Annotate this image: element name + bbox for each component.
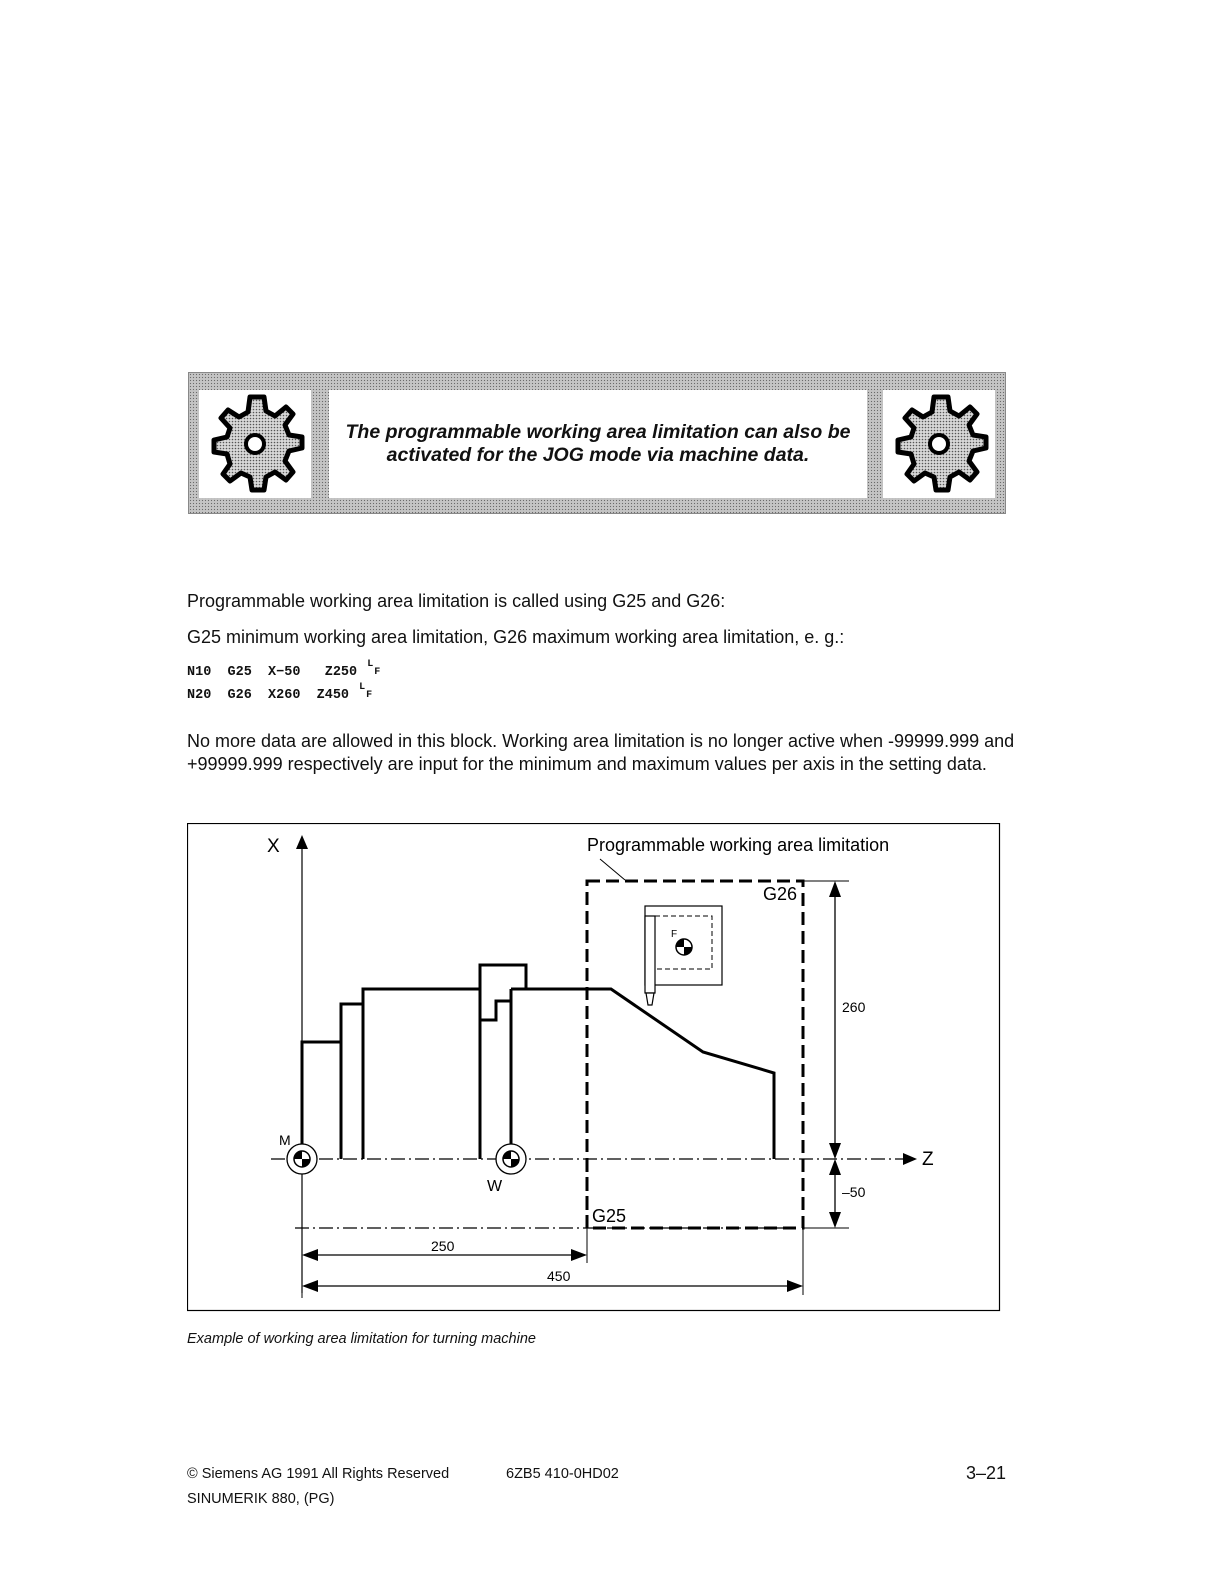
x-axis-label: X: [267, 836, 280, 857]
dimension-450: [302, 1228, 803, 1295]
note-text: The programmable working area limitation can also be activated for the JOG mode via machine data.: [329, 390, 867, 498]
m-label: M: [279, 1132, 291, 1148]
dimension-260: [803, 881, 849, 1159]
line-feed-symbol: L F: [367, 659, 381, 678]
footer-copyright: © Siemens AG 1991 All Rights Reserved: [187, 1466, 450, 1482]
machine-zero-symbol: [287, 1144, 317, 1174]
g25-g26-paragraph: G25 minimum working area limitation, G26 maximum working area limitation, e. g.:: [187, 627, 845, 647]
dimension-250-label: 250: [431, 1238, 455, 1254]
g26-label: G26: [763, 884, 798, 904]
footer-order-number: 6ZB5 410-0HD02: [506, 1466, 619, 1482]
workpiece-outline: [302, 965, 774, 1159]
z-axis-label: Z: [922, 1149, 934, 1170]
intro-paragraph: Programmable working area limitation is called using G25 and G26:: [187, 591, 726, 611]
footer-product: SINUMERIK 880, (PG): [187, 1491, 335, 1507]
code-line-n10: N10 G25 X−50 Z250 L F: [187, 665, 385, 681]
title-leader: [600, 859, 625, 880]
f-label: F: [671, 929, 678, 940]
figure-caption: Example of working area limitation for turning machine: [187, 1331, 536, 1347]
working-area-limit: [587, 881, 803, 1228]
gear-icon: [199, 390, 311, 498]
gear-icon: [883, 390, 995, 498]
dimension-minus50-label: –50: [842, 1184, 866, 1200]
turning-diagram: [187, 823, 1001, 1313]
w-label: W: [487, 1178, 503, 1195]
limitation-paragraph: No more data are allowed in this block. Working area limitation is no longer active when -99999.999 and +99999.999 respectively are input for the minimum and maximum values per axis in the setting data.: [187, 731, 1015, 774]
dimension-260-label: 260: [842, 999, 866, 1015]
workpiece-zero-symbol: [496, 1144, 526, 1174]
z-axis-arrow: [903, 1153, 917, 1165]
x-axis-arrow: [296, 835, 308, 849]
code-line-n20: N20 G26 X260 Z450 L F: [187, 688, 377, 704]
page-number: 3–21: [966, 1463, 1007, 1483]
line-feed-symbol: L F: [359, 682, 373, 701]
figure-title: Programmable working area limitation: [587, 835, 890, 855]
figure-frame: [188, 824, 1000, 1311]
g25-label: G25: [592, 1206, 627, 1226]
dimension-450-label: 450: [547, 1268, 571, 1284]
tool-holder: [645, 906, 722, 1005]
note-box: [188, 372, 1006, 514]
